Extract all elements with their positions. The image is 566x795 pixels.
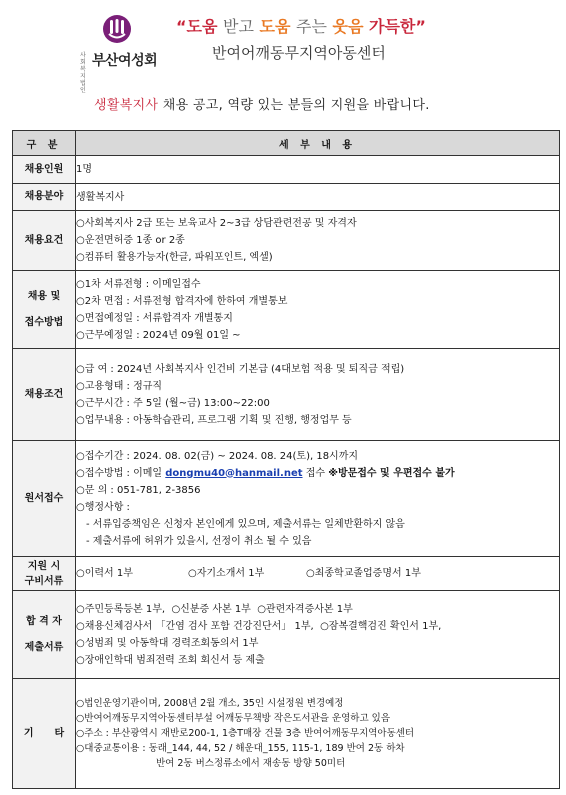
- other-line: ○반여어깨동무지역아동센터부설 어깨동무책방 작은도서관을 운영하고 있음: [76, 713, 391, 724]
- document-item: ○최종학교졸업증명서 1부: [306, 568, 421, 579]
- org-logo-mark-icon: [102, 14, 132, 44]
- method-line: ○2차 면접 : 서류전형 합격자에 한하여 개별통보: [76, 295, 288, 307]
- final-docs-line: ○채용신체검사서 「간염 검사 포함 건강진단서」 1부, ○잠복결핵검진 확인서 1부,: [76, 620, 442, 632]
- label-final-docs: 합 격 자 제출서류: [13, 591, 76, 679]
- application-method: ○접수방법 : 이메일 dongmu40@hanmail.net 접수 ※방문접수 및 우편접수 불가: [76, 467, 455, 479]
- table-header-row: [13, 131, 560, 156]
- center-name: 반여어깨동무지역아동센터: [212, 44, 386, 62]
- final-docs-line: ○장애인학대 범죄전력 조회 회신서 등 제출: [76, 654, 265, 666]
- other-line: ○대중교통이용 : 동래_144, 44, 52 / 해운대_155, 115-1, 189 반여 2동 하차: [76, 743, 405, 754]
- row-method: [13, 271, 560, 349]
- row-application: [13, 441, 560, 557]
- label-method: 채용 및 접수방법: [13, 271, 76, 349]
- condition-line: ○급 여 : 2024년 사회복지사 인건비 기본급 (4대보험 적용 및 퇴직금 적립): [76, 363, 405, 375]
- documents-line: [76, 565, 559, 582]
- row-field: [13, 184, 560, 211]
- application-contact: ○문 의 : 051-781, 2-3856: [76, 484, 201, 496]
- other-line: 반여 2동 버스정류소에서 재송동 방향 50미터: [156, 758, 346, 769]
- condition-line: ○근무시간 : 주 5일 (월~금) 13:00~22:00: [76, 397, 270, 409]
- requirement-line: ○컴퓨터 활용가능자(한글, 파워포인트, 엑셀): [76, 252, 273, 263]
- page-subtitle: 생활복지사 채용 공고, 역량 있는 분들의 지원을 바랍니다.: [94, 98, 430, 113]
- org-type-label: 사회복지법인: [80, 52, 86, 94]
- label-headcount: 채용인원: [13, 156, 76, 184]
- label-requirements: 채용요건: [13, 211, 76, 271]
- application-note: - 서류입증책임은 신청자 본인에게 있으며, 제출서류는 일체반환하지 않음: [86, 518, 405, 530]
- recruitment-table: [12, 130, 560, 789]
- email-link[interactable]: dongmu40@hanmail.net: [165, 467, 303, 479]
- org-name: 부산여성회: [92, 53, 158, 69]
- label-documents: 지원 시 구비서류: [13, 557, 76, 591]
- header-details: 세 부 내 용: [76, 131, 560, 156]
- application-notes-title: ○행정사항 :: [76, 501, 130, 513]
- value-headcount: 1명: [76, 164, 93, 175]
- other-line: ○법인운영기관이며, 2008년 2월 개소, 35인 시설정원 변경예정: [76, 698, 344, 709]
- condition-line: ○업무내용 : 아동학습관리, 프로그램 기획 및 진행, 행정업무 등: [76, 414, 352, 426]
- org-logo: [80, 14, 160, 94]
- application-period: ○접수기간 : 2024. 08. 02(금) ~ 2024. 08. 24(토), 18시까지: [76, 450, 359, 462]
- label-field: 채용분야: [13, 184, 76, 211]
- label-application: 원서접수: [13, 441, 76, 557]
- slogan: “도움 받고 도움 주는 웃음 가득한”: [176, 17, 426, 36]
- final-docs-line: ○성범죄 및 아동학대 경력조회동의서 1부: [76, 637, 259, 649]
- label-other: 기 타: [13, 679, 76, 789]
- method-line: ○면접예정일 : 서류합격자 개별통지: [76, 312, 233, 324]
- row-requirements: [13, 211, 560, 271]
- row-documents: [13, 557, 560, 591]
- other-line: ○주소 : 부산광역시 재반로200-1, 1층T매장 건물 3층 반여어깨동무지역아동센터: [76, 728, 415, 739]
- method-line: ○1차 서류전형 : 이메일접수: [76, 278, 201, 290]
- method-line: ○근무예정일 : 2024년 09월 01일 ~: [76, 329, 241, 341]
- requirement-line: ○운전면허증 1종 or 2종: [76, 235, 185, 246]
- row-final-docs: [13, 591, 560, 679]
- application-note: - 제출서류에 허위가 있을시, 선정이 취소 될 수 있음: [86, 535, 312, 547]
- requirement-line: ○사회복지사 2급 또는 보육교사 2~3급 상담관련전공 및 자격자: [76, 218, 357, 229]
- row-headcount: [13, 156, 560, 184]
- final-docs-line: ○주민등록등본 1부, ○신분증 사본 1부 ○관련자격증사본 1부: [76, 603, 353, 615]
- header-category: 구 분: [13, 131, 76, 156]
- condition-line: ○고용형태 : 정규직: [76, 380, 163, 392]
- value-field: 생활복지사: [76, 191, 125, 203]
- document-item: ○이력서 1부: [76, 568, 133, 579]
- row-conditions: [13, 349, 560, 441]
- document-item: ○자기소개서 1부: [188, 568, 265, 579]
- label-conditions: 채용조건: [13, 349, 76, 441]
- row-other: [13, 679, 560, 789]
